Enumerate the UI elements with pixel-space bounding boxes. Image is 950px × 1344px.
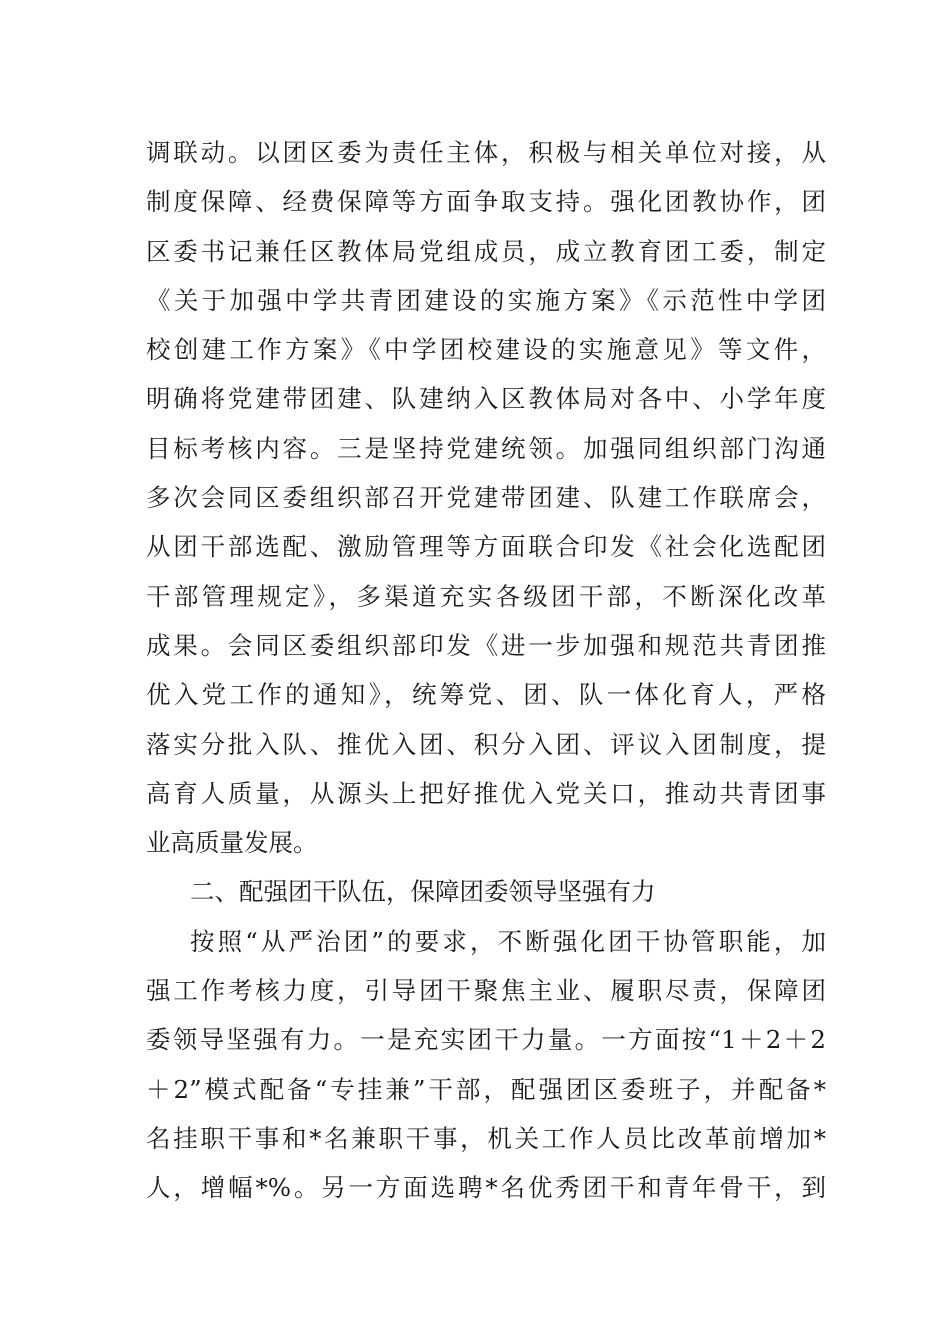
text-line: 成果。会同区委组织部印发《进一步加强和规范共青团推 (146, 630, 826, 660)
text-line: 按照“从严治团”的要求，不断强化团干协管职能，加 (190, 926, 826, 956)
section-heading: 二、配强团干队伍，保障团委领导坚强有力 (190, 877, 656, 907)
text-line: 落实分批入队、推优入团、积分入团、评议入团制度，提 (146, 729, 826, 759)
text-line: 明确将党建带团建、队建纳入区教体局对各中、小学年度 (146, 384, 826, 414)
text-line: 干部管理规定》，多渠道充实各级团干部，不断深化改革 (146, 581, 826, 611)
text-line: 制度保障、经费保障等方面争取支持。强化团教协作，团 (146, 187, 826, 217)
body-text (146, 128, 826, 1213)
text-line: 校创建工作方案》《中学团校建设的实施意见》等文件， (146, 335, 826, 365)
text-line: 强工作考核力度，引导团干聚焦主业、履职尽责，保障团 (146, 976, 826, 1006)
text-line: 人，增幅*%。另一方面选聘*名优秀团干和青年骨干，到 (146, 1173, 826, 1203)
text-line: 调联动。以团区委为责任主体，积极与相关单位对接，从 (146, 138, 826, 167)
text-line: 多次会同区委组织部召开党建带团建、队建工作联席会， (146, 483, 826, 513)
text-line: 目标考核内容。三是坚持党建统领。加强同组织部门沟通 (146, 433, 826, 463)
text-line: 高育人质量，从源头上把好推优入党关口，推动共青团事 (146, 778, 826, 808)
text-line: 《关于加强中学共青团建设的实施方案》《示范性中学团 (146, 285, 826, 315)
text-line: ＋2”模式配备“专挂兼”干部，配强团区委班子，并配备* (146, 1074, 826, 1104)
text-line: 业高质量发展。 (146, 828, 318, 858)
text-line: 从团干部选配、激励管理等方面联合印发《社会化选配团 (146, 532, 826, 562)
text-line: 名挂职干事和*名兼职干事，机关工作人员比改革前增加* (146, 1123, 826, 1153)
text-line: 区委书记兼任区教体局党组成员，成立教育团工委，制定 (146, 236, 826, 266)
text-line: 委领导坚强有力。一是充实团干力量。一方面按“1＋2＋2 (146, 1025, 826, 1055)
text-line: 优入党工作的通知》，统筹党、团、队一体化育人，严格 (146, 680, 826, 710)
